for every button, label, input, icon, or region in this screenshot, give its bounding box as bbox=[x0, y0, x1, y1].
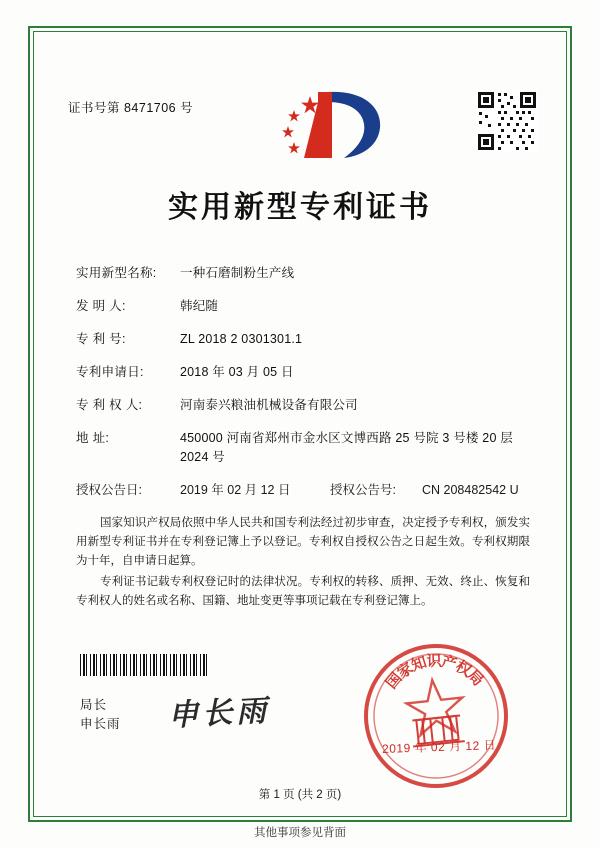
svg-text:产: 产 bbox=[439, 652, 459, 674]
field-label: 专利申请日: bbox=[76, 365, 144, 379]
paragraph-2: 专利证书记载专利权登记时的法律状况。专利权的转移、质押、无效、终止、恢复和专利权人的姓名或名称、国籍、地址变更等事项记载在专利登记簿上。 bbox=[76, 576, 530, 607]
field-address bbox=[76, 429, 534, 467]
svg-text:国: 国 bbox=[382, 669, 406, 693]
field-utility-model-name bbox=[76, 264, 534, 283]
svg-text:权: 权 bbox=[452, 656, 475, 680]
field-value: ZL 2018 2 0301301.1 bbox=[180, 332, 303, 346]
fields-list bbox=[60, 264, 540, 500]
header-row bbox=[60, 52, 540, 142]
announcement-date-label: 授权公告日: bbox=[76, 483, 142, 497]
paragraph-1: 国家知识产权局依照中华人民共和国专利法经过初步审查，决定授予专利权，颁发实用新型专利证书并在专利登记簿上予以登记。专利权自授权公告之日起生效。专利权期限为十年，自申请日起算。 bbox=[76, 517, 530, 567]
field-label: 地 址: bbox=[76, 431, 110, 445]
field-value: 韩纪随 bbox=[180, 299, 219, 313]
svg-text:知: 知 bbox=[409, 652, 429, 675]
legal-text bbox=[60, 514, 540, 611]
svg-text:局: 局 bbox=[463, 666, 488, 690]
field-label: 实用新型名称: bbox=[76, 266, 157, 280]
page-number: 第 1 页 (共 2 页) bbox=[258, 789, 342, 801]
certificate-content bbox=[60, 52, 540, 613]
field-patent-number bbox=[76, 330, 534, 349]
field-label: 发 明 人: bbox=[76, 299, 126, 313]
field-value: 450000 河南省郑州市金水区文博西路 25 号院 3 号楼 20 层 2024 号 bbox=[180, 431, 513, 464]
handwritten-signature: 申长雨 bbox=[167, 693, 272, 734]
field-label: 专 利 号: bbox=[76, 332, 126, 346]
director-name: 申长雨 bbox=[80, 717, 121, 731]
field-value: 一种石磨制粉生产线 bbox=[180, 266, 295, 280]
patent-office-logo-icon bbox=[270, 84, 390, 164]
qr-code-icon bbox=[476, 90, 538, 152]
director-block bbox=[80, 696, 121, 734]
director-title: 局长 bbox=[80, 698, 108, 712]
footer-note: 其他事项参见背面 bbox=[254, 827, 346, 839]
field-inventor bbox=[76, 297, 534, 316]
signature-area bbox=[60, 640, 540, 790]
field-patentee bbox=[76, 396, 534, 415]
field-announcement bbox=[76, 481, 534, 500]
field-value: 河南泰兴粮油机械设备有限公司 bbox=[180, 398, 358, 412]
page-title: 实用新型专利证书 bbox=[168, 190, 432, 225]
field-value: 2018 年 03 月 05 日 bbox=[180, 365, 294, 379]
announcement-number-value: CN 208482542 U bbox=[422, 483, 519, 497]
svg-text:识: 识 bbox=[426, 651, 442, 671]
announcement-date-value: 2019 年 02 月 12 日 bbox=[180, 483, 291, 497]
field-label: 专 利 权 人: bbox=[76, 398, 143, 412]
seal-date: 2019 年 02 月 12 日 bbox=[381, 738, 497, 756]
official-red-seal-icon bbox=[360, 640, 512, 792]
certificate-number: 证书号第 8471706 号 bbox=[68, 101, 194, 115]
svg-text:家: 家 bbox=[393, 658, 417, 683]
barcode-icon bbox=[80, 654, 208, 676]
field-application-date bbox=[76, 363, 534, 382]
announcement-number-label: 授权公告号: bbox=[330, 483, 396, 497]
